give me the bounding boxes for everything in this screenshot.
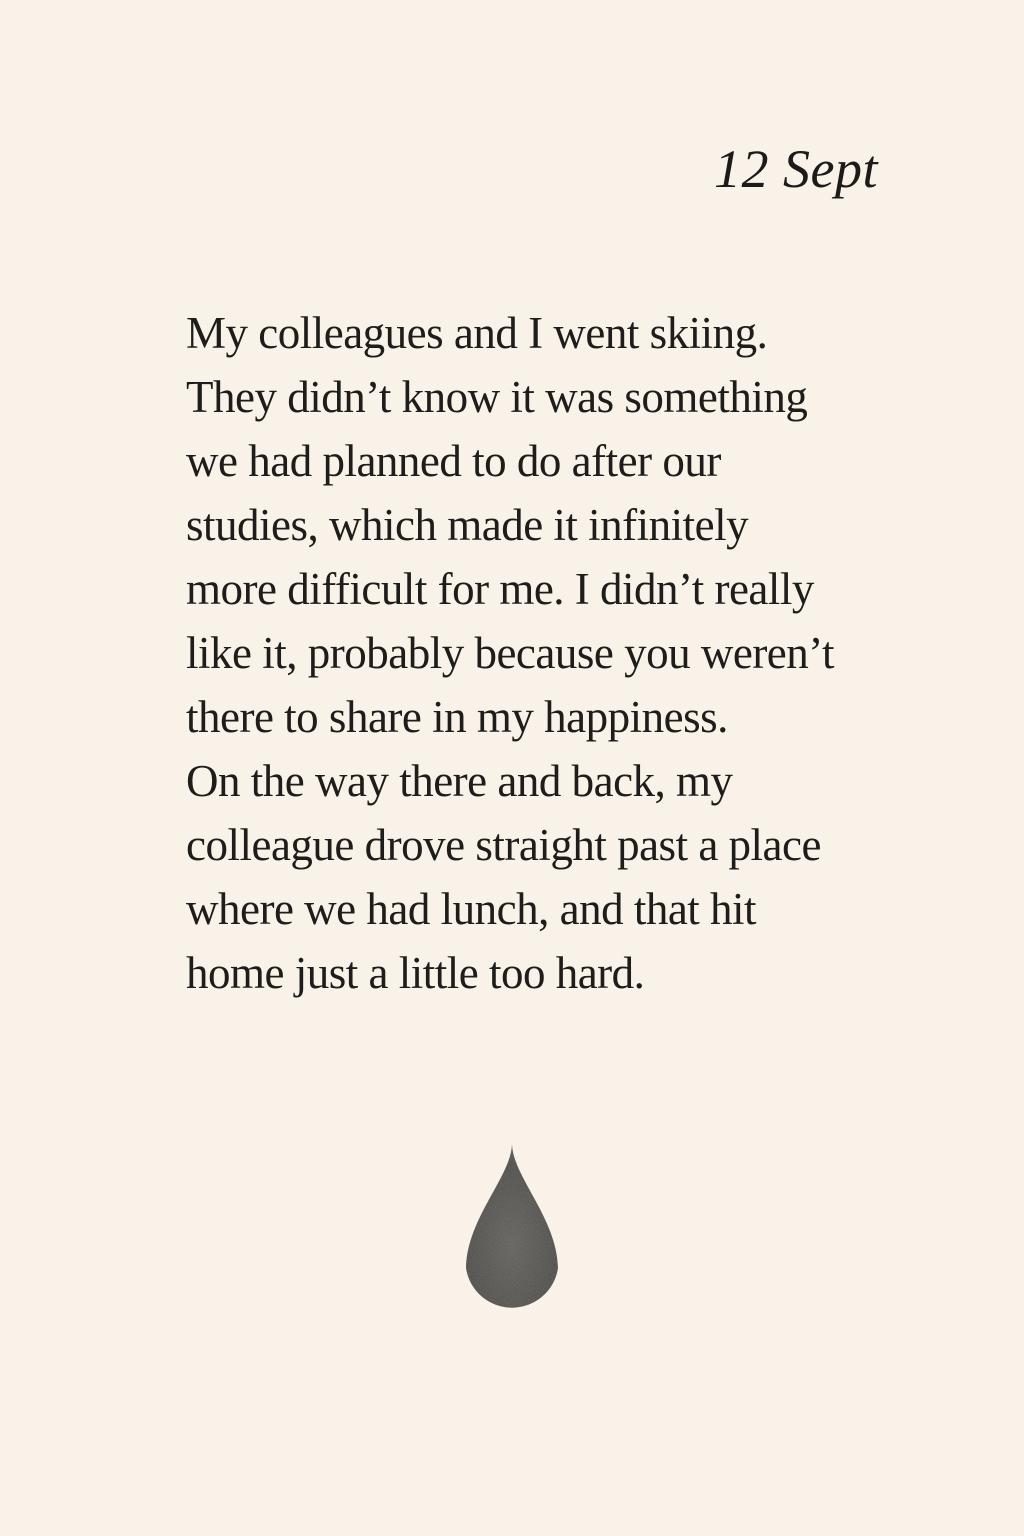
entry-line: They didn’t know it was something bbox=[186, 372, 808, 422]
entry-line: My colleagues and I went skiing. bbox=[186, 308, 768, 358]
entry-text bbox=[186, 301, 886, 1005]
entry-line: studies, which made it infinitely bbox=[186, 500, 749, 550]
entry-line: home just a little too hard. bbox=[186, 948, 645, 998]
entry-line: like it, probably because you weren’t bbox=[186, 628, 834, 678]
entry-line: more difficult for me. I didn’t really bbox=[186, 564, 814, 614]
entry-date: 12 Sept bbox=[714, 139, 878, 199]
entry-line: we had planned to do after our bbox=[186, 436, 721, 486]
entry-line: colleague drove straight past a place bbox=[186, 820, 821, 870]
teardrop-icon bbox=[457, 1141, 567, 1325]
entry-line: where we had lunch, and that hit bbox=[186, 884, 757, 934]
entry-line: On the way there and back, my bbox=[186, 756, 733, 806]
entry-line: there to share in my happiness. bbox=[186, 692, 728, 742]
